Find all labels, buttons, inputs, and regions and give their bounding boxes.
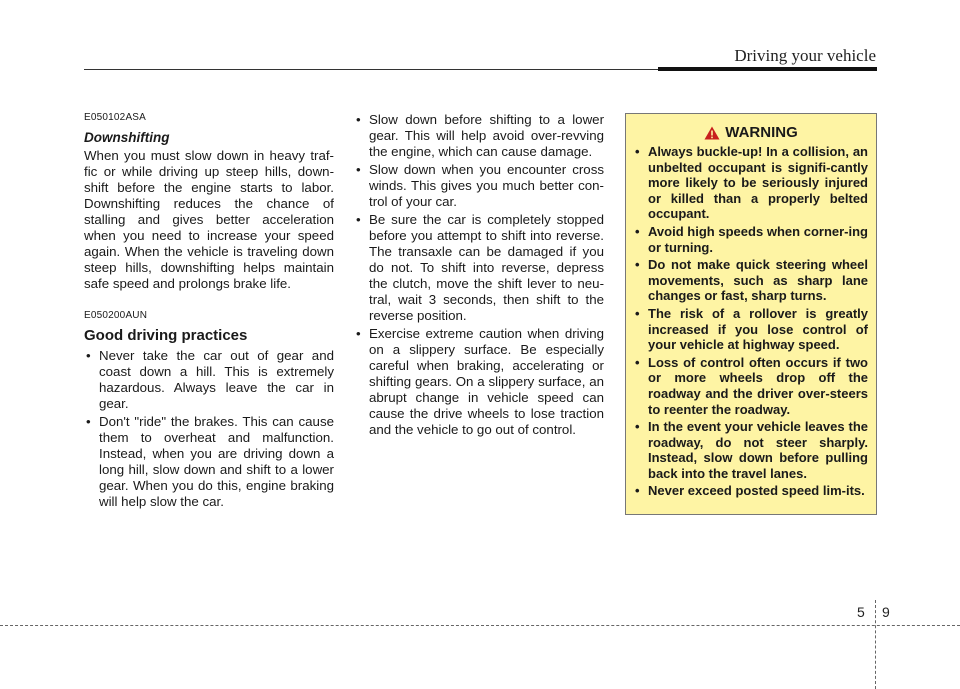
left-column bbox=[84, 110, 334, 512]
list-item: • In the event your vehicle leaves the roadway, do not steer sharply. Instead, slow down before pulling back into the travel lanes. bbox=[634, 419, 868, 481]
heading-good-driving-practices: Good driving practices bbox=[84, 327, 248, 344]
list-item: • Slow down before shifting to a lower gear. This will help avoid over-revving the engine, which can cause damage. bbox=[354, 112, 604, 160]
list-item: • Always buckle-up! In a collision, an unbelted occupant is signifi-cantly more likely to be seriously injured or killed than a properly belted occupant. bbox=[634, 144, 868, 222]
footer-rule bbox=[0, 625, 960, 626]
warning-triangle-icon bbox=[704, 126, 720, 140]
subheading-downshifting: Downshifting bbox=[84, 130, 170, 145]
warning-box bbox=[625, 113, 877, 515]
warning-title-text: WARNING bbox=[725, 124, 798, 141]
list-item: • Don't "ride" the brakes. This can cause them to overheat and malfunction. Instead, when you are driving down a long hill, slow down and shift to a lower gear. When you do this, engine braking will help slow the car. bbox=[84, 414, 334, 510]
page-header-title: Driving your vehicle bbox=[734, 46, 876, 65]
list-item: • Be sure the car is completely stopped before you attempt to shift into reverse. The transaxle can be damaged if you do not. To shift into reverse, depress the clutch, move the shift lever to neu-tral, wait 3 seconds, then shift to the reverse position. bbox=[354, 212, 604, 324]
header-rule bbox=[84, 69, 664, 70]
warning-list bbox=[634, 144, 868, 499]
practices-list-continued bbox=[354, 112, 604, 438]
footer-divider bbox=[875, 600, 876, 689]
page-number: 9 bbox=[882, 604, 890, 620]
list-item: • Exercise extreme caution when driving on a slippery surface. Be especially careful when braking, accelerating or shifting gears. On a slippery surface, an abrupt change in vehicle speed can cause the drive wheels to lose traction and the vehicle to go out of control. bbox=[354, 326, 604, 438]
section-code: E050102ASA bbox=[84, 112, 147, 123]
list-item: • Never take the car out of gear and coast down a hill. This is extremely hazardous. Always leave the car in gear. bbox=[84, 348, 334, 412]
middle-column bbox=[354, 112, 604, 440]
list-item: • Avoid high speeds when corner-ing or turning. bbox=[634, 224, 868, 255]
list-item: • Slow down when you encounter cross winds. This gives you much better con-trol of your car. bbox=[354, 162, 604, 210]
warning-title bbox=[634, 124, 868, 141]
downshifting-paragraph: When you must slow down in heavy traf-fic or while driving up steep hills, down-shift before the engine starts to labor. Downshifting reduces the chance of stalling and gives better acceleration when you need to increase your speed again. When the vehicle is traveling down steep hills, downshifting helps maintain safe speed and prolongs brake life. bbox=[84, 148, 334, 291]
section-code: E050200AUN bbox=[84, 310, 148, 321]
section-number: 5 bbox=[857, 604, 865, 620]
list-item: • Never exceed posted speed lim-its. bbox=[634, 483, 868, 499]
list-item: • Do not make quick steering wheel movements, such as sharp lane changes or fast, sharp turns. bbox=[634, 257, 868, 304]
practices-list bbox=[84, 348, 334, 510]
header-rule-accent bbox=[658, 67, 877, 71]
list-item: • The risk of a rollover is greatly increased if you lose control of your vehicle at highway speed. bbox=[634, 306, 868, 353]
list-item: • Loss of control often occurs if two or more wheels drop off the roadway and the driver over-steers to reenter the roadway. bbox=[634, 355, 868, 417]
